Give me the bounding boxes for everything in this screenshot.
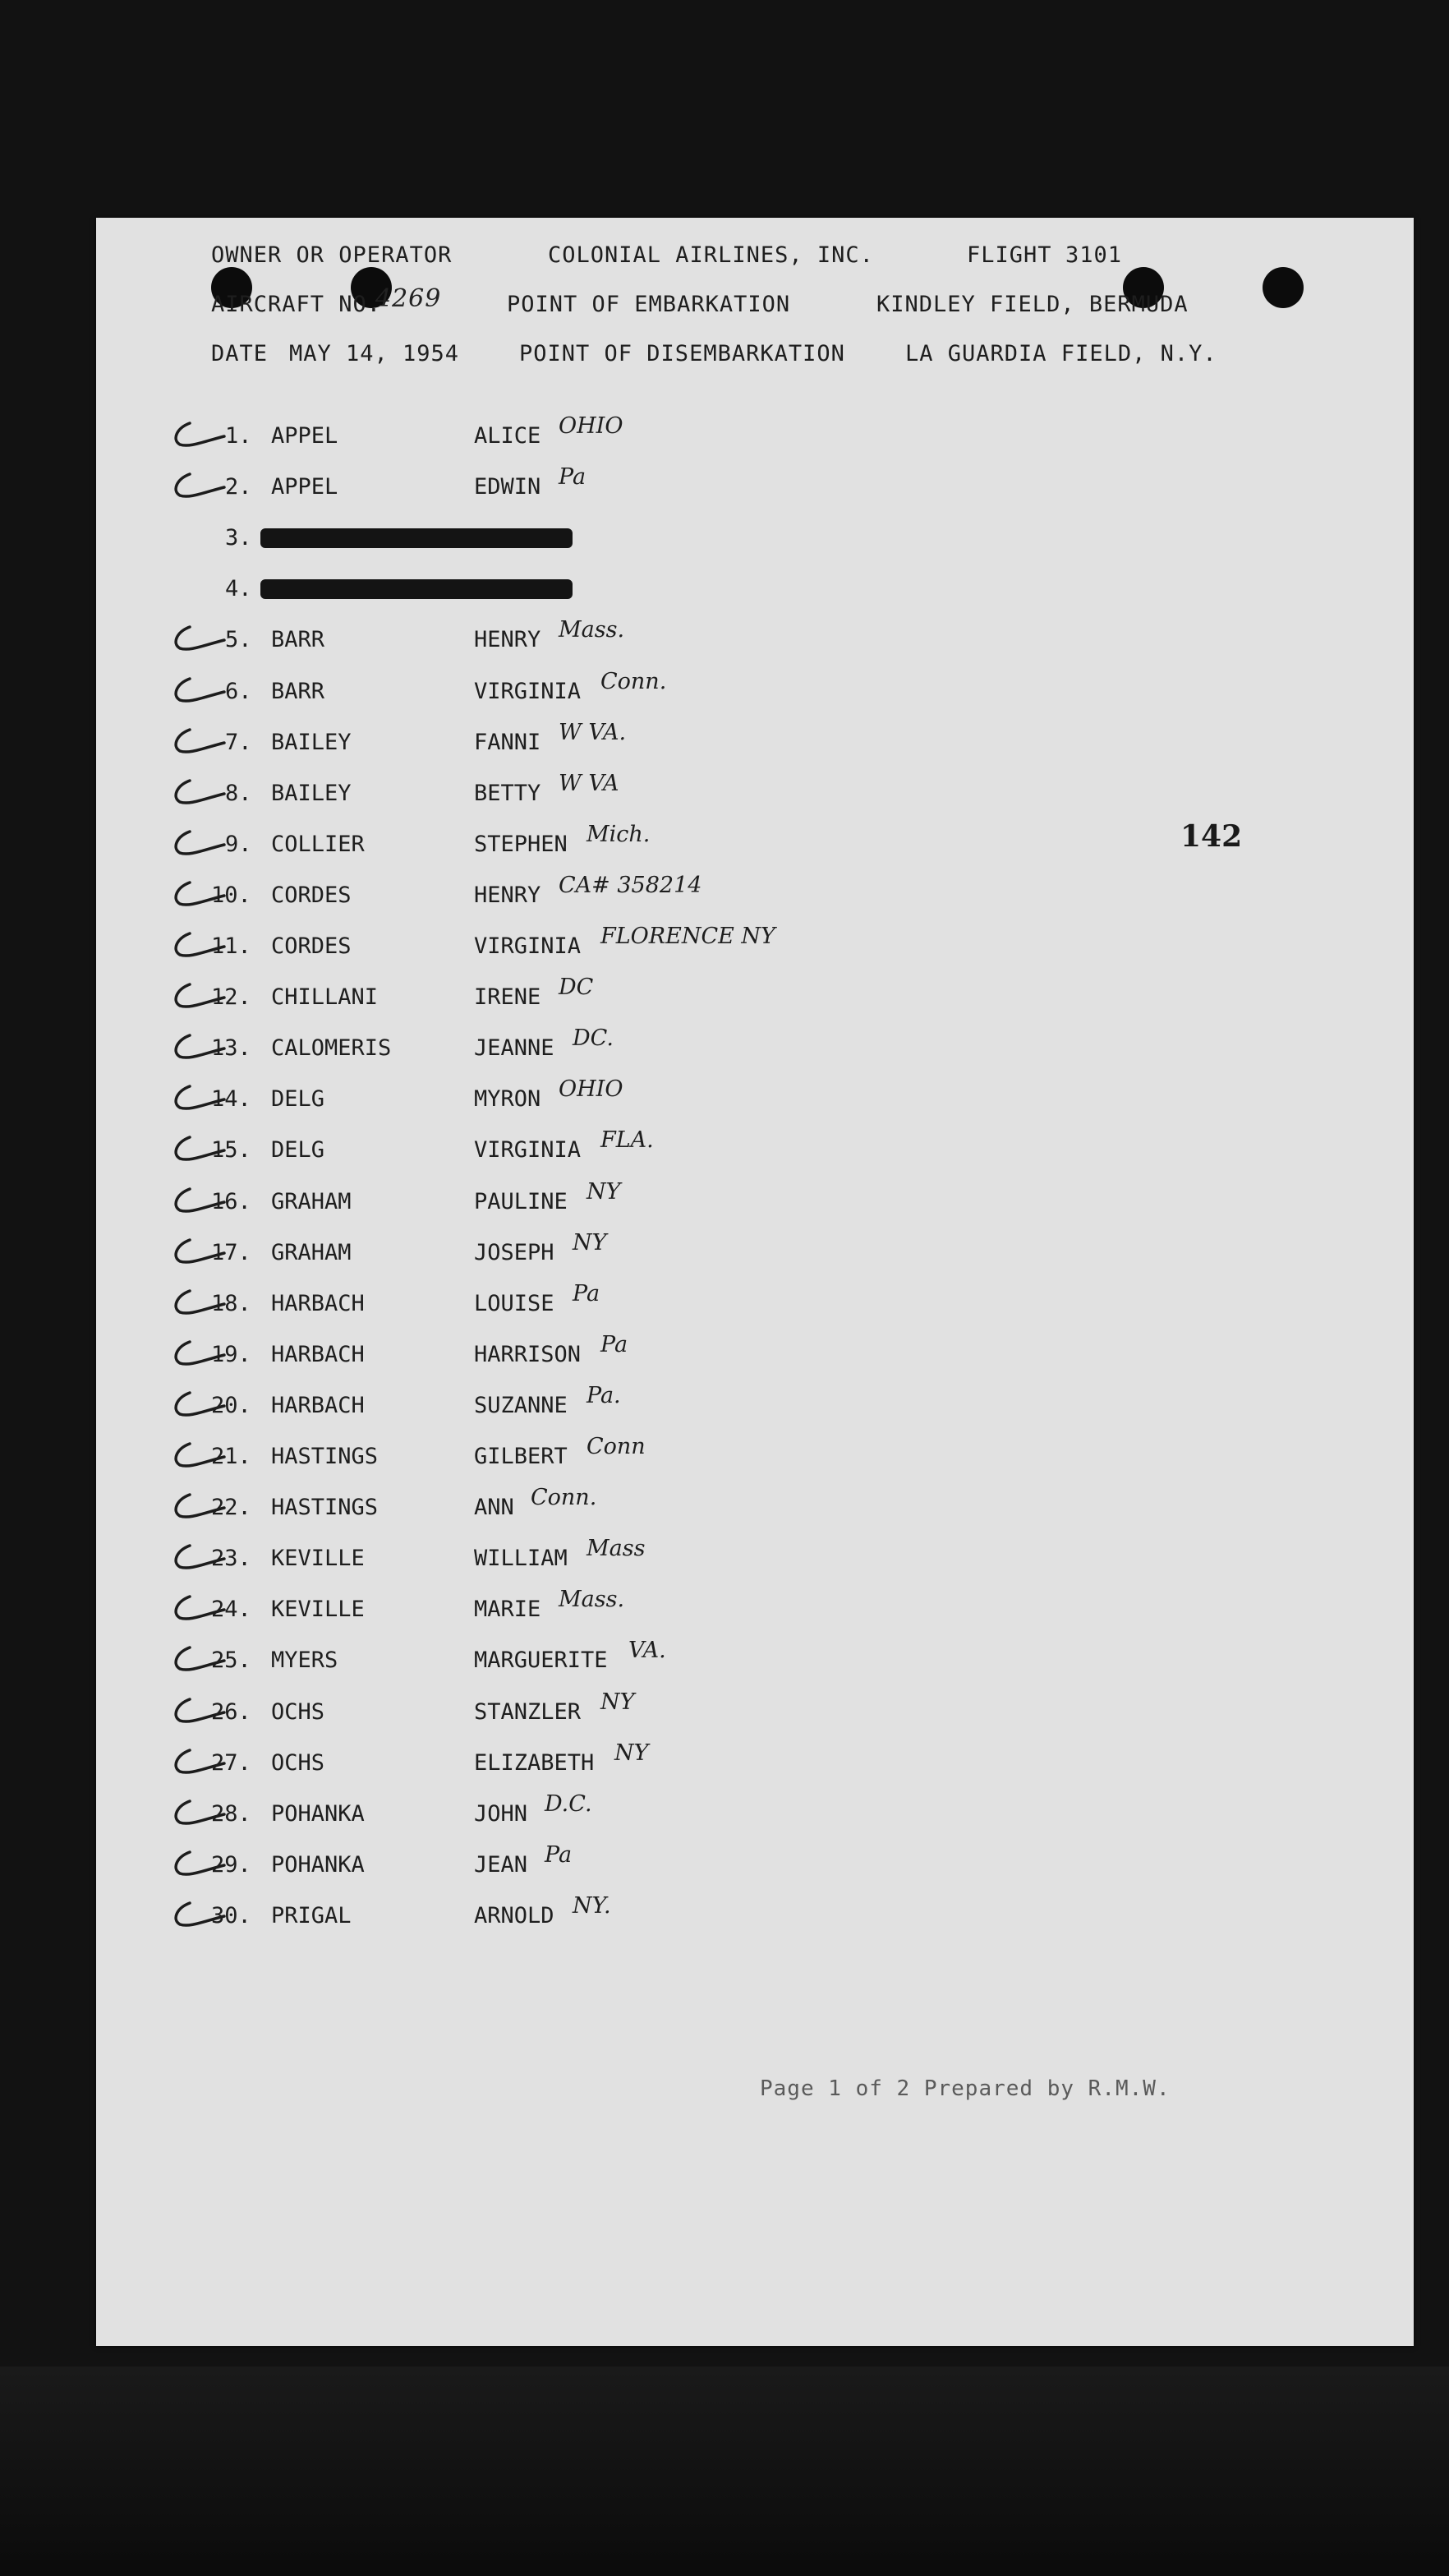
surname: HARBACH [271, 1341, 365, 1367]
surname: HARBACH [271, 1392, 365, 1418]
row-number: 17. [211, 1239, 251, 1265]
list-item [96, 1485, 1414, 1544]
list-item [96, 975, 1414, 1034]
row-number: 1. [225, 423, 252, 449]
list-item [96, 576, 1414, 625]
document-number: 142 [1180, 819, 1243, 854]
handwritten-state-note: FLORENCE NY [600, 924, 775, 949]
given-name: HENRY [474, 882, 541, 908]
manifest-page [96, 218, 1414, 2346]
checkmark-icon [162, 468, 228, 504]
handwritten-state-note: Conn. [600, 668, 667, 694]
checkmark-icon [162, 672, 228, 708]
row-number: 18. [211, 1290, 251, 1316]
list-item [96, 668, 1414, 728]
list-item [96, 719, 1414, 779]
row-number: 12. [211, 984, 251, 1011]
given-name: BETTY [474, 780, 541, 806]
surname: BARR [271, 627, 325, 653]
row-number: 11. [211, 933, 251, 959]
header-row-aircraft [211, 284, 1189, 325]
handwritten-state-note: VA. [628, 1638, 666, 1664]
row-number: 23. [211, 1546, 251, 1572]
handwritten-state-note: FLA. [600, 1127, 654, 1154]
row-number: 14. [211, 1086, 251, 1113]
list-item [96, 464, 1414, 523]
page-footer: Page 1 of 2 Prepared by R.M.W. [760, 2076, 1171, 2101]
list-item [96, 413, 1414, 472]
surname: APPEL [271, 474, 338, 500]
disembarkation-label: POINT OF DISEMBARKATION [519, 341, 845, 366]
aircraft-value: 4269 [375, 284, 442, 313]
redaction-bar [260, 528, 573, 548]
given-name: VIRGINIA [474, 678, 582, 704]
surname: POHANKA [271, 1851, 365, 1878]
date-label: DATE [211, 341, 269, 366]
row-number: 30. [211, 1902, 251, 1929]
row-number: 28. [211, 1800, 251, 1827]
row-number: 3. [225, 525, 252, 551]
given-name: SUZANNE [474, 1392, 568, 1418]
given-name: JEAN [474, 1851, 528, 1878]
given-name: JOHN [474, 1800, 528, 1827]
surname: OCHS [271, 1749, 325, 1776]
handwritten-state-note: DC. [573, 1025, 614, 1052]
row-number: 16. [211, 1188, 251, 1214]
list-item [96, 1536, 1414, 1595]
owner-value: COLONIAL AIRLINES, INC. [548, 242, 874, 268]
handwritten-state-note: NY [573, 1229, 607, 1256]
list-item [96, 1587, 1414, 1646]
list-item [96, 1025, 1414, 1085]
handwritten-state-note: NY [586, 1178, 621, 1205]
handwritten-state-note: Conn. [531, 1485, 597, 1511]
surname: CORDES [271, 882, 352, 908]
list-item [96, 1892, 1414, 1952]
surname: MYERS [271, 1647, 338, 1674]
surname: BARR [271, 678, 325, 704]
handwritten-state-note: OHIO [559, 413, 623, 439]
surname: CORDES [271, 933, 352, 959]
checkmark-icon [162, 825, 228, 861]
checkmark-icon [162, 417, 228, 453]
flight-value: 3101 [1065, 242, 1123, 268]
list-item [96, 1178, 1414, 1238]
list-item [96, 1689, 1414, 1749]
handwritten-state-note: Pa [600, 1331, 628, 1357]
list-item [96, 1841, 1414, 1901]
handwritten-state-note: CA# 358214 [559, 872, 702, 898]
row-number: 7. [225, 729, 252, 755]
list-item [96, 1434, 1414, 1493]
list-item [96, 1280, 1414, 1340]
handwritten-state-note: DC [559, 975, 594, 1001]
row-number: 5. [225, 627, 252, 653]
list-item [96, 1127, 1414, 1187]
surname: HARBACH [271, 1290, 365, 1316]
given-name: ELIZABETH [474, 1749, 595, 1776]
handwritten-state-note: OHIO [559, 1076, 623, 1103]
handwritten-state-note: D.C. [545, 1790, 592, 1817]
surname: CALOMERIS [271, 1035, 392, 1062]
row-number: 4. [225, 576, 252, 602]
row-number: 8. [225, 780, 252, 806]
checkmark-icon [162, 620, 228, 657]
handwritten-state-note: NY [614, 1740, 649, 1766]
row-number: 6. [225, 678, 252, 704]
surname: POHANKA [271, 1800, 365, 1827]
date-value: MAY 14, 1954 [289, 341, 460, 366]
handwritten-state-note: Pa [573, 1280, 600, 1306]
handwritten-state-note: Pa [559, 464, 586, 491]
row-number: 27. [211, 1749, 251, 1776]
row-number: 19. [211, 1341, 251, 1367]
handwritten-state-note: Pa. [586, 1382, 621, 1408]
given-name: STEPHEN [474, 831, 568, 857]
given-name: VIRGINIA [474, 933, 582, 959]
surname: CHILLANI [271, 984, 379, 1011]
checkmark-icon [162, 723, 228, 759]
given-name: PAULINE [474, 1188, 568, 1214]
given-name: HENRY [474, 627, 541, 653]
surname: GRAHAM [271, 1239, 352, 1265]
surname: DELG [271, 1086, 325, 1113]
given-name: FANNI [474, 729, 541, 755]
row-number: 2. [225, 474, 252, 500]
handwritten-state-note: W VA. [559, 719, 627, 745]
handwritten-state-note: NY. [573, 1892, 611, 1919]
given-name: MARIE [474, 1597, 541, 1623]
handwritten-state-note: Pa [545, 1841, 573, 1868]
row-number: 29. [211, 1851, 251, 1878]
row-number: 20. [211, 1392, 251, 1418]
handwritten-state-note: Mass [586, 1536, 646, 1562]
handwritten-state-note: Mich. [586, 821, 651, 847]
surname: COLLIER [271, 831, 365, 857]
list-item [96, 617, 1414, 676]
row-number: 21. [211, 1444, 251, 1469]
surname: HASTINGS [271, 1444, 379, 1469]
row-number: 13. [211, 1035, 251, 1062]
surname: BAILEY [271, 780, 352, 806]
given-name: GILBERT [474, 1444, 568, 1469]
surname: DELG [271, 1137, 325, 1164]
given-name: WILLIAM [474, 1546, 568, 1572]
surname: OCHS [271, 1698, 325, 1725]
given-name: MARGUERITE [474, 1647, 608, 1674]
given-name: ARNOLD [474, 1902, 554, 1929]
punch-hole [1263, 267, 1304, 308]
list-item [96, 924, 1414, 983]
list-item [96, 1790, 1414, 1850]
handwritten-state-note: W VA [559, 770, 619, 796]
given-name: HARRISON [474, 1341, 582, 1367]
list-item [96, 1229, 1414, 1289]
given-name: MYRON [474, 1086, 541, 1113]
row-number: 26. [211, 1698, 251, 1725]
header-row-owner [211, 242, 1123, 275]
surname: GRAHAM [271, 1188, 352, 1214]
given-name: IRENE [474, 984, 541, 1011]
given-name: ANN [474, 1495, 514, 1521]
header-row-date [211, 341, 1217, 374]
row-number: 25. [211, 1647, 251, 1674]
redaction-bar [260, 579, 573, 599]
given-name: JEANNE [474, 1035, 554, 1062]
given-name: JOSEPH [474, 1239, 554, 1265]
list-item [96, 1076, 1414, 1136]
surname: HASTINGS [271, 1495, 379, 1521]
embarkation-label: POINT OF EMBARKATION [507, 292, 791, 317]
row-number: 22. [211, 1495, 251, 1521]
row-number: 9. [225, 831, 252, 857]
background-band [0, 2366, 1449, 2576]
handwritten-state-note: NY [600, 1689, 635, 1715]
aircraft-label: AIRCRAFT NO. [211, 292, 382, 317]
row-number: 15. [211, 1137, 251, 1164]
surname: APPEL [271, 423, 338, 449]
given-name: EDWIN [474, 474, 541, 500]
row-number: 10. [211, 882, 251, 908]
list-item [96, 525, 1414, 574]
checkmark-icon [162, 774, 228, 810]
given-name: STANZLER [474, 1698, 582, 1725]
surname: KEVILLE [271, 1597, 365, 1623]
surname: BAILEY [271, 729, 352, 755]
list-item [96, 1382, 1414, 1442]
owner-label: OWNER OR OPERATOR [211, 242, 453, 268]
given-name: LOUISE [474, 1290, 554, 1316]
given-name: VIRGINIA [474, 1137, 582, 1164]
given-name: ALICE [474, 423, 541, 449]
surname: PRIGAL [271, 1902, 352, 1929]
flight-label: FLIGHT [967, 242, 1052, 268]
list-item [96, 1740, 1414, 1800]
embarkation-value: KINDLEY FIELD, BERMUDA [876, 292, 1189, 317]
handwritten-state-note: Mass. [559, 1587, 625, 1613]
row-number: 24. [211, 1597, 251, 1623]
list-item [96, 1638, 1414, 1697]
disembarkation-value: LA GUARDIA FIELD, N.Y. [905, 341, 1217, 366]
surname: KEVILLE [271, 1546, 365, 1572]
handwritten-state-note: Mass. [559, 617, 625, 643]
handwritten-state-note: Conn [586, 1434, 646, 1459]
list-item [96, 1331, 1414, 1391]
